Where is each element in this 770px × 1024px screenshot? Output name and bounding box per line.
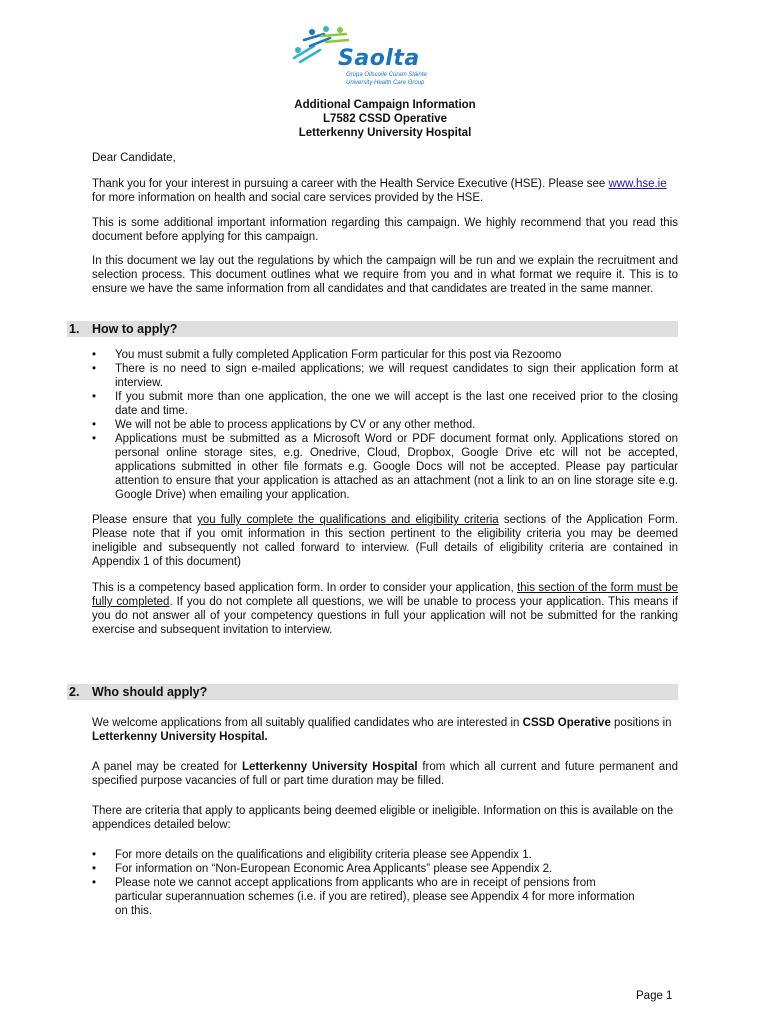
list-item: • Please note we cannot accept applications from applicants who are in receipt of pensions from particular superannuation schemes (i.e. if you are retired), please see Appendix 4 for more information on this. [92,877,635,917]
header-job-title: L7582 CSSD Operative [322,113,447,125]
list-item: • For more details on the qualifications and eligibility criteria please see Appendix 1. [92,849,532,861]
bullet-icon: • [92,419,97,431]
section-2-heading [67,684,678,700]
list-item: • There is no need to sign e-mailed applications; we will request candidates to sign their application form at interview. [92,363,678,389]
hse-link[interactable]: www.hse.ie [608,178,667,190]
list-item: • If you submit more than one application, the one we will accept is the last one received prior to the closing date and time. [92,391,678,417]
section-2-paragraph-3: There are criteria that apply to applicants being deemed eligible or ineligible. Information on this is available on the appendices detailed below: [92,805,674,831]
section-1-heading [67,321,678,337]
bullet-icon: • [92,363,97,375]
header-hospital: Letterkenny University Hospital [298,127,472,139]
bullet-icon: • [92,391,97,403]
section-1-number: 1. [69,322,80,336]
section-1-bullets [92,348,678,502]
logo-subtitle-english: University Health Care Group [346,80,425,86]
underlined-requirement: you fully complete the qualifications and eligibility criteria [197,514,499,526]
bullet-icon: • [92,877,97,889]
intro-p1-text-b: for more information on health and social care services provided by the HSE. [92,192,484,204]
logo-subtitle-irish: Grúpa Ollscoile Cúram Sláinte [346,72,427,78]
intro-paragraph-1 [92,177,678,205]
section-1-title: How to apply? [92,322,178,336]
section-2-title: Who should apply? [92,685,208,699]
section-2-number: 2. [69,685,80,699]
page-number: Page 1 [636,990,673,1002]
bullet-icon: • [92,433,97,445]
header-title: Additional Campaign Information [294,99,476,111]
greeting: Dear Candidate, [92,152,176,164]
section-1-paragraph-2: This is a competency based application form. In order to consider your application, this section of the form must be fully completed. If you do not complete all questions, we will be unable to process your application. This means if you do not answer all of your competency questions in full your application will not be submitted for the ranking exercise and subsequent invitation to interview. [92,582,678,636]
bullet-icon: • [92,863,97,875]
list-item: • You must submit a fully completed Application Form particular for this post via Rezoomo [92,349,562,361]
bullet-icon: • [92,849,97,861]
section-2-paragraph-2: A panel may be created for Letterkenny University Hospital from which all current and future permanent and specified purpose vacancies of full or part time duration may be filled. [92,761,678,787]
intro-paragraph-3: In this document we lay out the regulations by which the campaign will be run and we explain the recruitment and selection process. This document outlines what we require from you and in what format we require it. This is to ensure we have the same information from all candidates and that candidates are treated in the same manner. [92,255,678,295]
list-item: • We will not be able to process applications by CV or any other method. [92,419,476,431]
section-2-bullets [92,848,678,918]
bullet-icon: • [92,349,97,361]
list-item: • For information on “Non-European Economic Area Applicants” please see Appendix 2. [92,863,553,875]
section-1-paragraph-1: Please ensure that you fully complete the qualifications and eligibility criteria sections of the Application Form. Please note that if you omit information in this section pertinent to the eligibility criteria you may be deemed ineligible and subsequently not called forward to interview. (Full details of eligibility criteria are contained in Appendix 1 of this document) [92,514,679,568]
section-2-paragraph-1: We welcome applications from all suitably qualified candidates who are interested in CSSD Operative positions in Letterkenny University Hospital. [92,717,672,743]
list-item: • Applications must be submitted as a Microsoft Word or PDF document format only. Applications stored on personal online storage sites, e.g. Onedrive, Cloud, Dropbox, Google Drive etc will not be accepted, applications submitted in other file formats e.g. Google Docs will not be accepted. Please pay particular attention to ensure that your application is attached as an attachment (not a link to an on line storage site e.g. Google Drive) when emailing your application. [92,433,678,501]
document-header [0,98,770,140]
logo-name: Saolta [338,46,420,71]
intro-paragraph-2: This is some additional important information regarding this campaign. We highly recommend that you read this document before applying for this campaign. [92,217,678,243]
saolta-logo [290,24,460,90]
underlined-form-completion: this section of the form must be fully completed [92,582,678,608]
intro-p1-text-a: Thank you for your interest in pursuing a career with the Health Service Executive (HSE). Please see [92,178,609,190]
